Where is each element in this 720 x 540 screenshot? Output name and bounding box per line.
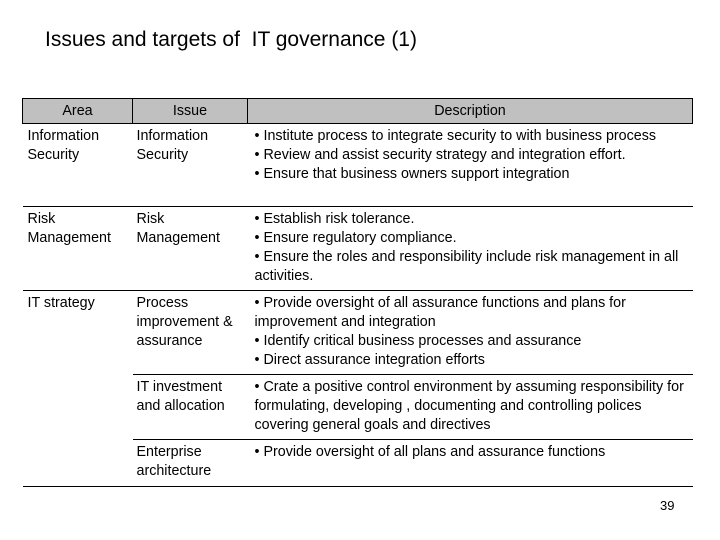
description-cell bbox=[248, 207, 693, 291]
description-bullet: • Ensure the roles and responsibility include risk management in all activities. bbox=[254, 249, 679, 284]
issue-cell: Risk Management bbox=[133, 207, 248, 291]
description-bullet: • Ensure regulatory compliance. bbox=[254, 230, 457, 246]
issue-cell: IT investment and allocation bbox=[133, 375, 248, 440]
description-bullet: • Establish risk tolerance. bbox=[254, 211, 415, 227]
area-cell: IT strategy bbox=[23, 291, 133, 487]
description-bullet: • Institute process to integrate security to with business process bbox=[254, 128, 657, 144]
header-description: Description bbox=[248, 99, 693, 124]
issue-cell: Enterprise architecture bbox=[133, 440, 248, 487]
description-cell bbox=[248, 375, 693, 440]
description-bullet: • Crate a positive control environment by assuming responsibility for formulating, developing , documenting and controlling polices covering general goals and directives bbox=[254, 379, 684, 433]
description-bullet: • Provide oversight of all assurance functions and plans for improvement and integration bbox=[254, 295, 626, 330]
description-bullet: • Provide oversight of all plans and assurance functions bbox=[254, 444, 606, 460]
description-cell bbox=[248, 124, 693, 207]
slide-title: Issues and targets of IT governance (1) bbox=[45, 28, 417, 51]
description-cell bbox=[248, 440, 693, 487]
header-area: Area bbox=[23, 99, 133, 124]
description-bullet: • Review and assist security strategy and integration effort. bbox=[254, 147, 626, 163]
issue-cell: Process improvement & assurance bbox=[133, 291, 248, 375]
area-cell: Risk Management bbox=[23, 207, 133, 291]
table-header-row bbox=[23, 99, 693, 124]
description-bullet: • Direct assurance integration efforts bbox=[254, 352, 485, 368]
table-row bbox=[23, 207, 693, 291]
issue-cell: Information Security bbox=[133, 124, 248, 207]
description-bullet: • Ensure that business owners support integration bbox=[254, 166, 570, 182]
table-row bbox=[23, 124, 693, 207]
page-number: 39 bbox=[660, 498, 675, 513]
area-cell: Information Security bbox=[23, 124, 133, 207]
governance-table bbox=[22, 98, 693, 487]
table-row bbox=[23, 291, 693, 375]
description-cell bbox=[248, 291, 693, 375]
header-issue: Issue bbox=[133, 99, 248, 124]
description-bullet: • Identify critical business processes and assurance bbox=[254, 333, 582, 349]
